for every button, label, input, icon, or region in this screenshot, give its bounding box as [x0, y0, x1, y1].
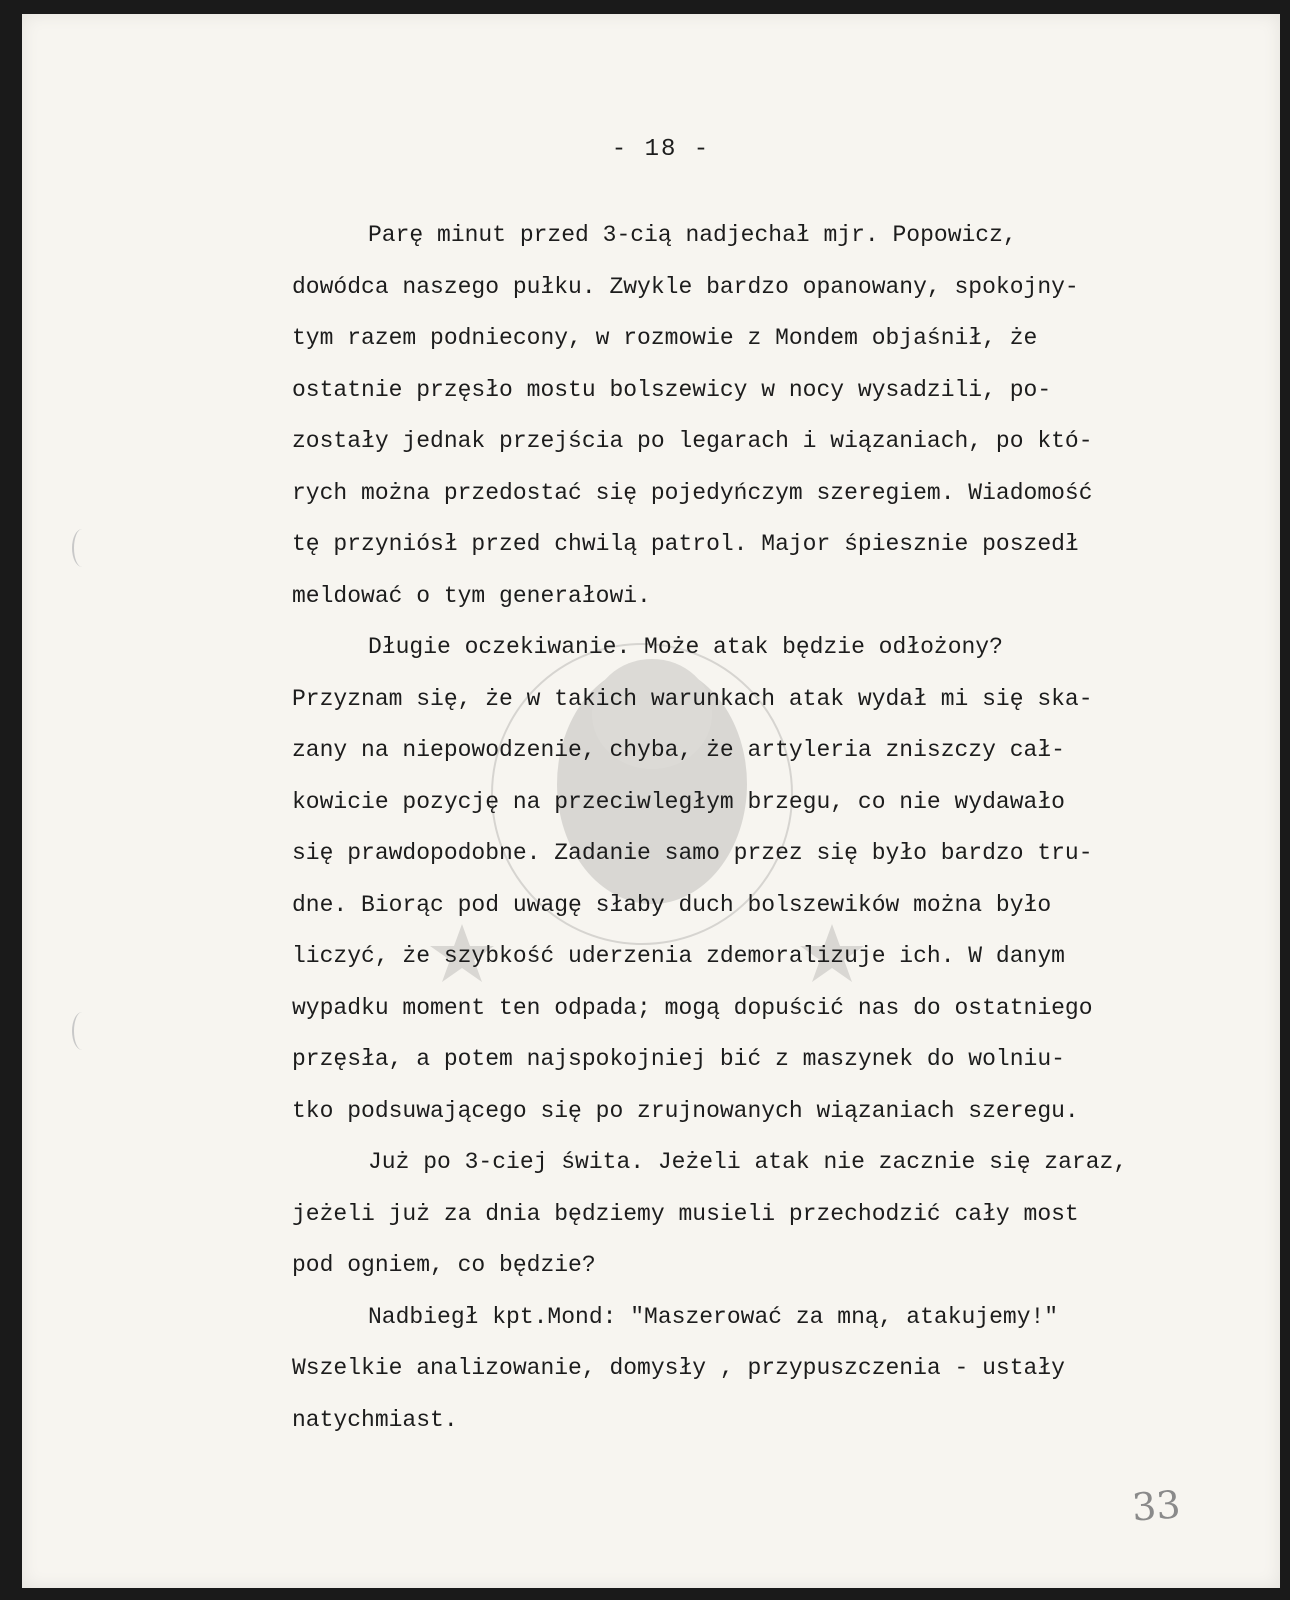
text-line: jeżeli już za dnia będziemy musieli przechodzić cały most — [292, 1200, 1079, 1227]
text-line: ostatnie przęsło mostu bolszewicy w nocy wysadzili, po- — [292, 376, 1052, 403]
text-line: Już po 3-ciej świta. Jeżeli atak nie zacznie się zaraz, — [368, 1149, 1128, 1175]
text-line: wypadku moment ten odpada; mogą dopuścić nas do ostatniego — [292, 994, 1093, 1021]
text-line: tę przyniósł przed chwilą patrol. Major śpiesznie poszedł — [292, 531, 1079, 557]
typed-text-block — [292, 210, 1222, 1446]
page-number: - 18 - — [611, 136, 711, 163]
text-line: tko podsuwającego się po zrujnowanych wiązaniach szeregu. — [292, 1097, 1079, 1124]
text-line: meldować o tym generałowi. — [292, 582, 651, 609]
text-line: kowicie pozycję na przeciwległym brzegu, co nie wydawało — [292, 788, 1065, 815]
punch-hole-mark — [72, 529, 92, 567]
text-line: dowódca naszego pułku. Zwykle bardzo opanowany, spokojny- — [292, 273, 1079, 300]
text-line: zany na niepowodzenie, chyba, że artyleria zniszczy cał- — [292, 737, 1065, 763]
text-line: tym razem podniecony, w rozmowie z Mondem objaśnił, że — [292, 325, 1038, 351]
document-page — [22, 14, 1280, 1588]
text-line: Długie oczekiwanie. Może atak będzie odłożony? — [368, 634, 1003, 660]
text-line: Parę minut przed 3-cią nadjechał mjr. Popowicz, — [368, 222, 1017, 248]
text-line: Wszelkie analizowanie, domysły , przypuszczenia - ustały — [292, 1355, 1065, 1381]
text-line: się prawdopodobne. Zadanie samo przez się było bardzo tru- — [292, 840, 1093, 866]
text-line: Przyznam się, że w takich warunkach atak wydał mi się ska- — [292, 685, 1093, 712]
handwritten-archive-number: 33 — [1130, 1482, 1182, 1530]
text-line: rych można przedostać się pojedyńczym szeregiem. Wiadomość — [292, 479, 1093, 506]
text-line: przęsła, a potem najspokojniej bić z maszynek do wolniu- — [292, 1046, 1065, 1072]
text-line: pod ogniem, co będzie? — [292, 1252, 596, 1278]
text-line: Nadbiegł kpt.Mond: "Maszerować za mną, atakujemy!" — [368, 1303, 1059, 1330]
text-line: dne. Biorąc pod uwagę słaby duch bolszewików można było — [292, 891, 1052, 918]
punch-hole-mark — [72, 1012, 92, 1050]
text-line: zostały jednak przejścia po legarach i wiązaniach, po któ- — [292, 428, 1093, 454]
text-line: liczyć, że szybkość uderzenia zdemoralizuje ich. W danym — [292, 943, 1065, 969]
text-line: natychmiast. — [292, 1406, 458, 1433]
